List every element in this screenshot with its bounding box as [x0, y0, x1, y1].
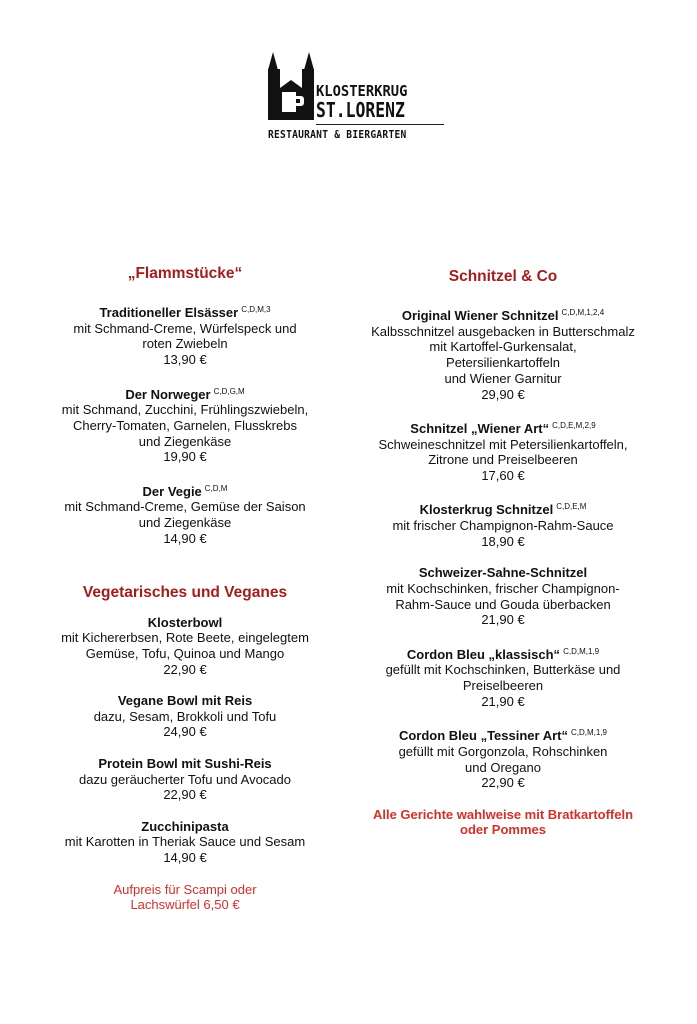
item-description-line: und Oregano [465, 759, 541, 775]
menu-item [35, 302, 335, 368]
item-name-text: Protein Bowl mit Sushi-Reis [98, 755, 272, 771]
item-name-text: Cordon Bleu „Tessiner Art“ [398, 728, 568, 744]
menu-note-line: Alle Gerichte wahlweise mit Bratkartoffeln [372, 806, 634, 822]
section-title: Vegetarisches und Veganes [82, 583, 288, 601]
section-title: Schnitzel & Co [448, 268, 558, 285]
section-title: „Flammstücke“ [127, 265, 243, 282]
item-name [35, 302, 335, 321]
item-name [353, 565, 653, 581]
item-description-line: dazu geräucherter Tofu und Avocado [78, 771, 291, 787]
logo-line-2: ST.LORENZ [316, 98, 405, 122]
menu-item [353, 725, 653, 791]
item-name-text: Vegane Bowl mit Reis [117, 693, 253, 709]
item-price: 22,90 € [163, 661, 207, 677]
item-description-line: mit Schmand-Creme, Gemüse der Saison [64, 499, 306, 515]
item-description-line: gefüllt mit Kochschinken, Butterkäse und [385, 662, 621, 678]
item-name [353, 499, 653, 518]
menu-note-line: Lachswürfel 6,50 € [130, 897, 240, 913]
menu-column-left [35, 264, 335, 913]
menu-note-line: Aufpreis für Scampi oder [113, 881, 257, 897]
menu-item [353, 499, 653, 549]
menu-item [35, 481, 335, 547]
menu-item [35, 615, 335, 678]
item-description-line: gefüllt mit Gorgonzola, Rohschinken [398, 743, 608, 759]
menu-column-right [353, 267, 653, 838]
item-price: 22,90 € [481, 775, 525, 791]
allergen-codes: C,D,M,1,2,4 [561, 308, 605, 317]
menu-item [35, 693, 335, 740]
logo-tagline: RESTAURANT & BIERGARTEN [268, 128, 407, 141]
item-description-line: Gemüse, Tofu, Quinoa und Mango [85, 645, 285, 661]
menu-item [35, 756, 335, 803]
item-name-text: Traditioneller Elsässer [99, 305, 239, 320]
item-description-line: und Wiener Garnitur [444, 370, 562, 386]
church-mug-logo-icon [268, 52, 314, 120]
item-name [353, 305, 653, 324]
item-description-line: und Ziegenkäse [138, 515, 232, 531]
item-name [353, 725, 653, 744]
item-name [35, 384, 335, 403]
menu-section [35, 264, 335, 547]
allergen-codes: C,D,M [204, 483, 228, 493]
item-description-line: mit Kartoffel-Gurkensalat, [429, 339, 577, 355]
item-name-text: Klosterkrug Schnitzel [419, 502, 554, 518]
item-description-line: roten Zwiebeln [142, 336, 228, 352]
item-name [35, 481, 335, 500]
item-description-line: mit Kichererbsen, Rote Beete, eingelegtem [61, 630, 309, 646]
menu-item [353, 644, 653, 710]
item-description-line: Cherry-Tomaten, Garnelen, Flusskrebs [73, 417, 297, 433]
item-price: 21,90 € [481, 612, 525, 628]
item-description-line: mit Kochschinken, frischer Champignon- [386, 580, 620, 596]
item-price: 13,90 € [163, 352, 207, 368]
item-name [35, 693, 335, 709]
logo-line-1: KLOSTERKRUG [316, 82, 408, 100]
logo-divider [316, 124, 444, 125]
menu-note [35, 882, 335, 913]
item-name [35, 615, 335, 631]
item-name [35, 756, 335, 772]
item-price: 17,60 € [481, 468, 525, 484]
item-description-line: Preiselbeeren [462, 678, 544, 694]
item-price: 18,90 € [481, 533, 525, 549]
item-price: 22,90 € [163, 787, 207, 803]
item-description-line: Rahm-Sauce und Gouda überbacken [395, 596, 611, 612]
allergen-codes: C,D,M,3 [241, 305, 271, 314]
menu-note-line: oder Pommes [460, 822, 546, 838]
item-name-text: Original Wiener Schnitzel [401, 308, 559, 323]
allergen-codes: C,D,M,1,9 [563, 646, 600, 656]
item-description-line: dazu, Sesam, Brokkoli und Tofu [93, 708, 277, 724]
item-price: 21,90 € [481, 693, 525, 709]
item-description-line: Schweineschnitzel mit Petersilienkartoffeln, [378, 436, 628, 452]
menu-item [353, 565, 653, 628]
item-name [35, 819, 335, 835]
item-name-text: Der Vegie [142, 483, 202, 499]
menu-item [35, 384, 335, 466]
item-name-text: Schweizer-Sahne-Schnitzel [418, 565, 588, 581]
item-name-text: Klosterbowl [147, 614, 223, 630]
item-price: 19,90 € [163, 449, 207, 465]
item-name-text: Der Norweger [125, 386, 211, 402]
item-price: 29,90 € [481, 386, 525, 402]
menu-item [353, 418, 653, 484]
allergen-codes: C,D,M,1,9 [571, 728, 608, 738]
item-name-text: Schnitzel „Wiener Art“ [410, 420, 550, 436]
item-name [353, 418, 653, 437]
allergen-codes: C,D,E,M [556, 502, 587, 512]
item-description-line: Kalbsschnitzel ausgebacken in Butterschmalz [371, 323, 635, 339]
menu-section [353, 267, 653, 791]
menu-item [353, 305, 653, 402]
restaurant-logo [268, 52, 448, 144]
item-description-line: Petersilienkartoffeln [446, 355, 560, 371]
item-name [353, 644, 653, 663]
item-description-line: Zitrone und Preiselbeeren [428, 452, 578, 468]
menu-section [35, 583, 335, 866]
item-description-line: mit Schmand-Creme, Würfelspeck und [73, 320, 297, 336]
item-name-text: Cordon Bleu „klassisch“ [406, 646, 561, 662]
item-price: 14,90 € [163, 530, 207, 546]
menu-note [353, 807, 653, 838]
allergen-codes: C,D,G,M [213, 386, 245, 396]
allergen-codes: C,D,E,M,2,9 [552, 420, 596, 430]
item-description-line: mit frischer Champignon-Rahm-Sauce [392, 518, 614, 534]
menu-item [35, 819, 335, 866]
item-name-text: Zucchinipasta [141, 818, 229, 834]
item-price: 24,90 € [163, 724, 207, 740]
item-description-line: mit Schmand, Zucchini, Frühlingszwiebeln, [61, 402, 309, 418]
item-description-line: mit Karotten in Theriak Sauce und Sesam [64, 834, 306, 850]
item-description-line: und Ziegenkäse [138, 433, 232, 449]
item-price: 14,90 € [163, 850, 207, 866]
